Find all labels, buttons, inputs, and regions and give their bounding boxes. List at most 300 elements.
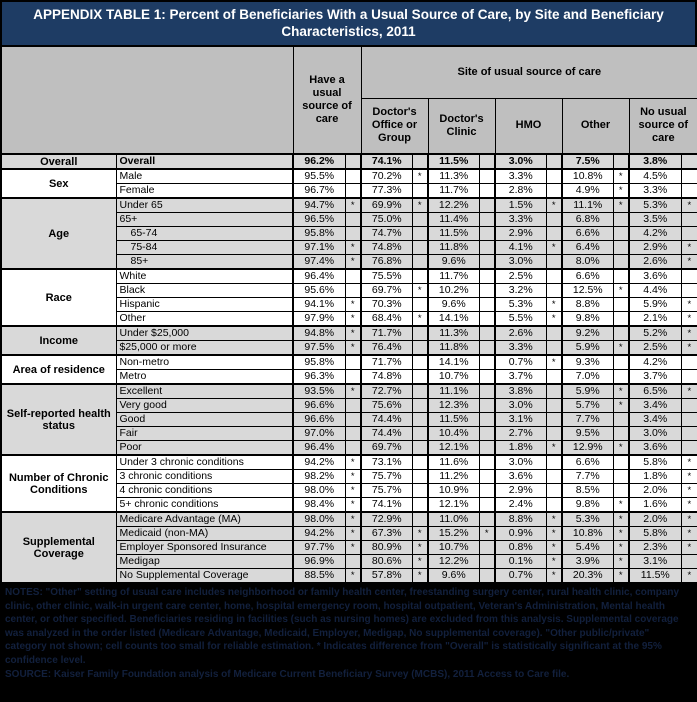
- value-cell: 10.2%: [428, 284, 479, 298]
- row-label-cell: Good: [116, 413, 293, 427]
- significance-cell: [345, 413, 361, 427]
- value-cell: 3.7%: [495, 370, 546, 385]
- value-cell: 1.6%: [629, 498, 681, 513]
- value-cell: 97.7%: [293, 541, 345, 555]
- significance-cell: *: [345, 341, 361, 356]
- significance-cell: *: [345, 312, 361, 327]
- value-cell: 5.9%: [562, 341, 613, 356]
- category-cell: Self-reported health status: [1, 384, 116, 455]
- value-cell: 7.0%: [562, 370, 613, 385]
- significance-cell: [546, 484, 562, 498]
- value-cell: 68.4%: [361, 312, 412, 327]
- significance-cell: [345, 184, 361, 199]
- value-cell: 3.5%: [629, 213, 681, 227]
- category-cell: Overall: [1, 154, 116, 169]
- significance-cell: [345, 555, 361, 569]
- value-cell: 3.3%: [495, 169, 546, 184]
- value-cell: 93.5%: [293, 384, 345, 399]
- value-cell: 11.5%: [428, 154, 479, 169]
- value-cell: 10.9%: [428, 484, 479, 498]
- col-header-doctors-clinic: Doctor's Clinic: [428, 98, 495, 154]
- value-cell: 6.6%: [562, 269, 613, 284]
- value-cell: 57.8%: [361, 569, 412, 584]
- value-cell: 3.3%: [495, 341, 546, 356]
- significance-cell: [345, 370, 361, 385]
- significance-cell: [479, 399, 495, 413]
- significance-cell: [681, 413, 697, 427]
- row-label-cell: Poor: [116, 441, 293, 456]
- significance-cell: [479, 213, 495, 227]
- value-cell: 4.2%: [629, 227, 681, 241]
- value-cell: 3.8%: [495, 384, 546, 399]
- significance-cell: [345, 427, 361, 441]
- row-label-cell: Black: [116, 284, 293, 298]
- significance-cell: [479, 184, 495, 199]
- value-cell: 71.7%: [361, 355, 412, 370]
- value-cell: 3.3%: [495, 213, 546, 227]
- value-cell: 3.6%: [629, 441, 681, 456]
- significance-cell: *: [546, 241, 562, 255]
- value-cell: 3.0%: [629, 427, 681, 441]
- value-cell: 11.8%: [428, 241, 479, 255]
- value-cell: 72.9%: [361, 512, 412, 527]
- significance-cell: [613, 227, 629, 241]
- value-cell: 97.4%: [293, 255, 345, 270]
- significance-cell: *: [345, 241, 361, 255]
- significance-cell: *: [613, 441, 629, 456]
- value-cell: 2.9%: [495, 484, 546, 498]
- significance-cell: *: [546, 527, 562, 541]
- row-label-cell: White: [116, 269, 293, 284]
- category-cell: Sex: [1, 169, 116, 198]
- significance-cell: [613, 470, 629, 484]
- significance-cell: *: [613, 284, 629, 298]
- table-title: APPENDIX TABLE 1: Percent of Beneficiaries With a Usual Source of Care, by Site and Beneficiary Characteristics, 2011: [0, 0, 697, 45]
- significance-cell: [345, 441, 361, 456]
- significance-cell: [681, 355, 697, 370]
- significance-cell: *: [546, 541, 562, 555]
- value-cell: 8.8%: [495, 512, 546, 527]
- significance-cell: [546, 384, 562, 399]
- value-cell: 1.8%: [629, 470, 681, 484]
- value-cell: 2.4%: [495, 498, 546, 513]
- significance-cell: *: [546, 355, 562, 370]
- significance-cell: *: [412, 169, 428, 184]
- significance-cell: [613, 312, 629, 327]
- significance-cell: *: [345, 298, 361, 312]
- significance-cell: *: [546, 512, 562, 527]
- significance-cell: [613, 255, 629, 270]
- significance-cell: [412, 255, 428, 270]
- value-cell: 4.9%: [562, 184, 613, 199]
- value-cell: 0.8%: [495, 541, 546, 555]
- value-cell: 11.4%: [428, 213, 479, 227]
- significance-cell: [479, 269, 495, 284]
- significance-cell: *: [681, 455, 697, 470]
- value-cell: 70.3%: [361, 298, 412, 312]
- value-cell: 76.8%: [361, 255, 412, 270]
- value-cell: 95.5%: [293, 169, 345, 184]
- value-cell: 9.6%: [428, 569, 479, 584]
- significance-cell: [479, 169, 495, 184]
- row-label-cell: Very good: [116, 399, 293, 413]
- significance-cell: [546, 255, 562, 270]
- table-row: [1, 512, 697, 527]
- value-cell: 10.7%: [428, 541, 479, 555]
- significance-cell: [412, 326, 428, 341]
- value-cell: 5.3%: [629, 198, 681, 213]
- value-cell: 11.5%: [428, 227, 479, 241]
- significance-cell: [345, 227, 361, 241]
- significance-cell: *: [345, 512, 361, 527]
- row-label-cell: Male: [116, 169, 293, 184]
- row-label-cell: Female: [116, 184, 293, 199]
- value-cell: 95.6%: [293, 284, 345, 298]
- notes-text: NOTES: "Other" setting of usual care includes neighborhood or family health center, freestanding surgery center, rural health clinic, company clinic, other clinic, walk-in urgent care center, home, hospital emergency room, hospital outpatient, Veteran's Administration, Mental health center, or other specified. Beneficiaries residing in facilities (such as nursing homes) are excluded from this analysis. Supplemental coverage was analyzed in the order listed (Medicare Advantage, Medicaid, Employer, Medigap, No supplemental coverage). "Other public/private" category not shown; cell counts too small for reliable estimation. * Indicates difference from "Overall" is statistically significant at the 95% confidence level.: [5, 587, 680, 666]
- value-cell: 96.6%: [293, 413, 345, 427]
- value-cell: 12.2%: [428, 555, 479, 569]
- significance-cell: *: [546, 312, 562, 327]
- value-cell: 69.7%: [361, 441, 412, 456]
- row-label-cell: 5+ chronic conditions: [116, 498, 293, 513]
- table-row: [1, 269, 697, 284]
- value-cell: 11.5%: [428, 413, 479, 427]
- value-cell: 11.3%: [428, 326, 479, 341]
- row-label-cell: 85+: [116, 255, 293, 270]
- significance-cell: [681, 184, 697, 199]
- row-label-cell: Medigap: [116, 555, 293, 569]
- significance-cell: [479, 326, 495, 341]
- value-cell: 10.8%: [562, 169, 613, 184]
- significance-cell: *: [546, 441, 562, 456]
- significance-cell: [479, 555, 495, 569]
- value-cell: 14.1%: [428, 355, 479, 370]
- value-cell: 11.5%: [629, 569, 681, 584]
- value-cell: 11.2%: [428, 470, 479, 484]
- value-cell: 11.3%: [428, 169, 479, 184]
- row-label-cell: Under 65: [116, 198, 293, 213]
- significance-cell: [412, 227, 428, 241]
- value-cell: 5.4%: [562, 541, 613, 555]
- value-cell: 96.3%: [293, 370, 345, 385]
- value-cell: 12.1%: [428, 441, 479, 456]
- significance-cell: *: [546, 555, 562, 569]
- significance-cell: [479, 298, 495, 312]
- value-cell: 75.7%: [361, 484, 412, 498]
- value-cell: 8.8%: [562, 298, 613, 312]
- significance-cell: [412, 341, 428, 356]
- significance-cell: [412, 498, 428, 513]
- significance-cell: [479, 341, 495, 356]
- significance-cell: [412, 455, 428, 470]
- row-label-cell: Hispanic: [116, 298, 293, 312]
- significance-cell: [412, 370, 428, 385]
- significance-cell: [613, 427, 629, 441]
- value-cell: 3.0%: [495, 255, 546, 270]
- significance-cell: [681, 269, 697, 284]
- significance-cell: [412, 241, 428, 255]
- value-cell: 2.5%: [495, 269, 546, 284]
- value-cell: 12.3%: [428, 399, 479, 413]
- significance-cell: [546, 284, 562, 298]
- value-cell: 3.2%: [495, 284, 546, 298]
- significance-cell: [412, 484, 428, 498]
- significance-cell: [546, 455, 562, 470]
- significance-cell: [412, 441, 428, 456]
- value-cell: 5.3%: [562, 512, 613, 527]
- value-cell: 12.1%: [428, 498, 479, 513]
- significance-cell: [345, 355, 361, 370]
- value-cell: 98.0%: [293, 512, 345, 527]
- value-cell: 4.2%: [629, 355, 681, 370]
- value-cell: 69.7%: [361, 284, 412, 298]
- value-cell: 0.9%: [495, 527, 546, 541]
- significance-cell: [345, 213, 361, 227]
- significance-cell: [479, 370, 495, 385]
- value-cell: 7.7%: [562, 413, 613, 427]
- value-cell: 4.4%: [629, 284, 681, 298]
- significance-cell: [412, 298, 428, 312]
- value-cell: 6.4%: [562, 241, 613, 255]
- row-label-cell: 75-84: [116, 241, 293, 255]
- significance-cell: [479, 569, 495, 584]
- significance-cell: [345, 399, 361, 413]
- significance-cell: [546, 269, 562, 284]
- value-cell: 95.8%: [293, 355, 345, 370]
- category-cell: Supplemental Coverage: [1, 512, 116, 583]
- value-cell: 97.0%: [293, 427, 345, 441]
- value-cell: 10.8%: [562, 527, 613, 541]
- significance-cell: *: [412, 284, 428, 298]
- value-cell: 75.6%: [361, 399, 412, 413]
- significance-cell: [412, 470, 428, 484]
- value-cell: 3.7%: [629, 370, 681, 385]
- value-cell: 80.6%: [361, 555, 412, 569]
- category-cell: Number of Chronic Conditions: [1, 455, 116, 512]
- row-label-cell: Fair: [116, 427, 293, 441]
- col-header-doctors-office: Doctor's Office or Group: [361, 98, 428, 154]
- significance-cell: [681, 154, 697, 169]
- significance-cell: [546, 399, 562, 413]
- value-cell: 73.1%: [361, 455, 412, 470]
- significance-cell: *: [546, 198, 562, 213]
- value-cell: 7.7%: [562, 470, 613, 484]
- value-cell: 3.6%: [629, 269, 681, 284]
- col-header-site-group: Site of usual source of care: [361, 46, 697, 98]
- value-cell: 75.5%: [361, 269, 412, 284]
- table-row: [1, 455, 697, 470]
- row-label-cell: No Supplemental Coverage: [116, 569, 293, 584]
- value-cell: 96.6%: [293, 399, 345, 413]
- significance-cell: *: [345, 541, 361, 555]
- row-label-cell: 4 chronic conditions: [116, 484, 293, 498]
- significance-cell: [681, 227, 697, 241]
- value-cell: 9.6%: [428, 255, 479, 270]
- value-cell: 74.1%: [361, 154, 412, 169]
- value-cell: 11.7%: [428, 184, 479, 199]
- significance-cell: [546, 184, 562, 199]
- significance-cell: [479, 427, 495, 441]
- category-cell: Area of residence: [1, 355, 116, 384]
- value-cell: 96.9%: [293, 555, 345, 569]
- significance-cell: [613, 213, 629, 227]
- value-cell: 74.4%: [361, 427, 412, 441]
- value-cell: 9.3%: [562, 355, 613, 370]
- value-cell: 0.7%: [495, 355, 546, 370]
- beneficiary-care-table: [0, 45, 697, 584]
- significance-cell: *: [345, 498, 361, 513]
- table-row: [1, 169, 697, 184]
- significance-cell: [412, 355, 428, 370]
- value-cell: 75.7%: [361, 470, 412, 484]
- significance-cell: [412, 413, 428, 427]
- category-cell: Age: [1, 198, 116, 269]
- significance-cell: [412, 512, 428, 527]
- significance-cell: [546, 498, 562, 513]
- value-cell: 2.0%: [629, 484, 681, 498]
- value-cell: 2.6%: [629, 255, 681, 270]
- significance-cell: *: [613, 512, 629, 527]
- significance-cell: [681, 399, 697, 413]
- value-cell: 98.2%: [293, 470, 345, 484]
- significance-cell: *: [613, 184, 629, 199]
- significance-cell: *: [681, 569, 697, 584]
- significance-cell: [345, 284, 361, 298]
- value-cell: 7.5%: [562, 154, 613, 169]
- value-cell: 3.3%: [629, 184, 681, 199]
- value-cell: 3.0%: [495, 399, 546, 413]
- value-cell: 94.7%: [293, 198, 345, 213]
- significance-cell: [546, 154, 562, 169]
- value-cell: 97.5%: [293, 341, 345, 356]
- significance-cell: [681, 555, 697, 569]
- value-cell: 74.1%: [361, 498, 412, 513]
- row-label-cell: Overall: [116, 154, 293, 169]
- value-cell: 20.3%: [562, 569, 613, 584]
- significance-cell: [412, 399, 428, 413]
- table-row: [1, 198, 697, 213]
- significance-cell: [412, 184, 428, 199]
- value-cell: 3.8%: [629, 154, 681, 169]
- value-cell: 74.8%: [361, 241, 412, 255]
- table-header: [1, 46, 697, 154]
- significance-cell: *: [681, 498, 697, 513]
- significance-cell: *: [681, 255, 697, 270]
- value-cell: 96.7%: [293, 184, 345, 199]
- significance-cell: *: [681, 241, 697, 255]
- category-cell: Income: [1, 326, 116, 355]
- value-cell: 5.9%: [629, 298, 681, 312]
- value-cell: 94.1%: [293, 298, 345, 312]
- row-label-cell: 3 chronic conditions: [116, 470, 293, 484]
- significance-cell: [479, 154, 495, 169]
- significance-cell: *: [681, 326, 697, 341]
- significance-cell: *: [412, 527, 428, 541]
- value-cell: 2.6%: [495, 326, 546, 341]
- significance-cell: [546, 341, 562, 356]
- value-cell: 3.4%: [629, 399, 681, 413]
- table-row: [1, 355, 697, 370]
- significance-cell: [412, 269, 428, 284]
- significance-cell: *: [681, 527, 697, 541]
- significance-cell: [479, 227, 495, 241]
- value-cell: 4.5%: [629, 169, 681, 184]
- value-cell: 5.8%: [629, 455, 681, 470]
- value-cell: 6.8%: [562, 213, 613, 227]
- row-label-cell: Non-metro: [116, 355, 293, 370]
- value-cell: 12.5%: [562, 284, 613, 298]
- significance-cell: *: [613, 169, 629, 184]
- value-cell: 2.7%: [495, 427, 546, 441]
- value-cell: 69.9%: [361, 198, 412, 213]
- value-cell: 3.0%: [495, 455, 546, 470]
- value-cell: 10.4%: [428, 427, 479, 441]
- value-cell: 3.9%: [562, 555, 613, 569]
- row-label-cell: 65-74: [116, 227, 293, 241]
- significance-cell: [479, 413, 495, 427]
- value-cell: 2.9%: [495, 227, 546, 241]
- value-cell: 9.8%: [562, 498, 613, 513]
- significance-cell: [412, 213, 428, 227]
- value-cell: 8.5%: [562, 484, 613, 498]
- value-cell: 3.4%: [629, 413, 681, 427]
- value-cell: 1.5%: [495, 198, 546, 213]
- row-label-cell: 65+: [116, 213, 293, 227]
- value-cell: 2.3%: [629, 541, 681, 555]
- significance-cell: *: [681, 198, 697, 213]
- significance-cell: [613, 298, 629, 312]
- value-cell: 74.8%: [361, 370, 412, 385]
- value-cell: 15.2%: [428, 527, 479, 541]
- value-cell: 11.0%: [428, 512, 479, 527]
- significance-cell: [479, 255, 495, 270]
- significance-cell: [479, 241, 495, 255]
- significance-cell: *: [613, 527, 629, 541]
- significance-cell: *: [681, 341, 697, 356]
- significance-cell: [681, 441, 697, 456]
- significance-cell: [613, 370, 629, 385]
- col-header-hmo: HMO: [495, 98, 562, 154]
- value-cell: 5.7%: [562, 399, 613, 413]
- table-row: [1, 384, 697, 399]
- row-label-cell: $25,000 or more: [116, 341, 293, 356]
- significance-cell: *: [412, 312, 428, 327]
- significance-cell: *: [546, 569, 562, 584]
- value-cell: 5.2%: [629, 326, 681, 341]
- significance-cell: [613, 241, 629, 255]
- value-cell: 8.0%: [562, 255, 613, 270]
- value-cell: 11.6%: [428, 455, 479, 470]
- significance-cell: *: [681, 541, 697, 555]
- value-cell: 5.8%: [629, 527, 681, 541]
- significance-cell: *: [681, 484, 697, 498]
- significance-cell: *: [681, 298, 697, 312]
- significance-cell: [479, 198, 495, 213]
- significance-cell: [479, 284, 495, 298]
- value-cell: 11.1%: [428, 384, 479, 399]
- significance-cell: [479, 441, 495, 456]
- value-cell: 6.5%: [629, 384, 681, 399]
- significance-cell: [546, 470, 562, 484]
- value-cell: 96.4%: [293, 441, 345, 456]
- table-row: [1, 326, 697, 341]
- value-cell: 3.1%: [495, 413, 546, 427]
- value-cell: 12.9%: [562, 441, 613, 456]
- significance-cell: [345, 154, 361, 169]
- significance-cell: *: [613, 498, 629, 513]
- value-cell: 74.4%: [361, 413, 412, 427]
- row-label-cell: Under 3 chronic conditions: [116, 455, 293, 470]
